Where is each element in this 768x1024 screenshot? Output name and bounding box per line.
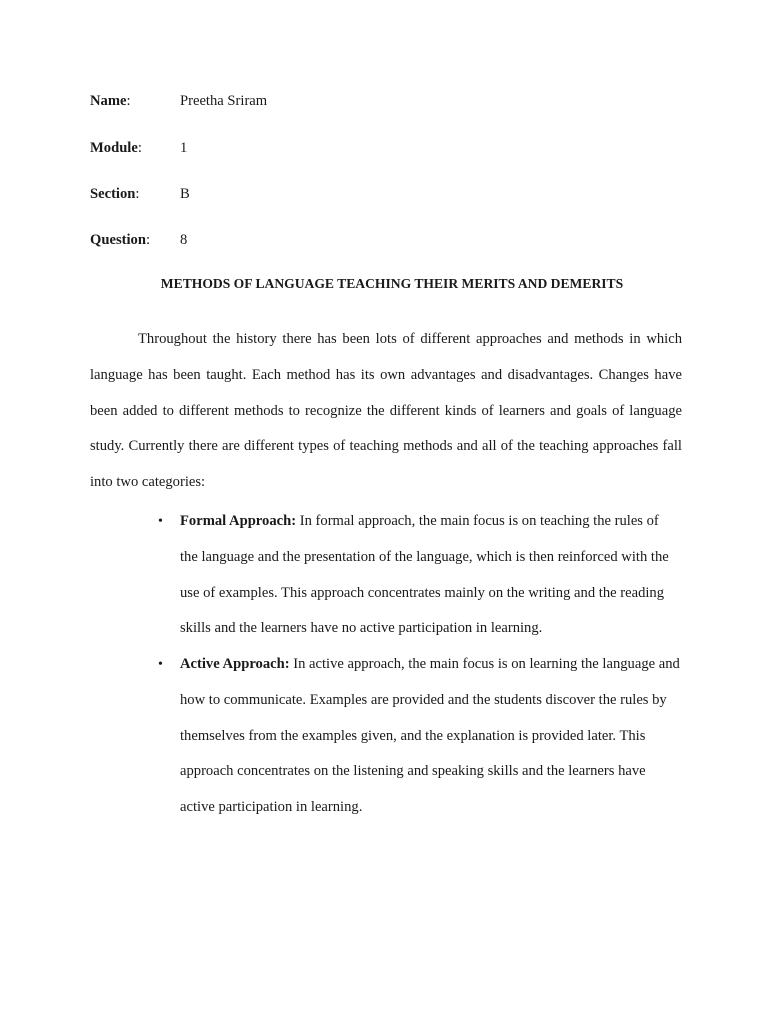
question-label: Question: (90, 232, 151, 248)
formal-approach-term: Formal Approach: (180, 513, 300, 529)
bullet-icon: • (158, 657, 163, 672)
formal-approach-text: In formal approach, the main focus is on teaching the rules of the language and the presentation of the language, which is then reinforced with the use of examples. This approach concentrates mainly on the writing and the reading skills and the learners have no active participation in learning. (180, 513, 669, 637)
list-item-active-approach (158, 647, 680, 826)
active-approach-text: In active approach, the main focus is on learning the language and how to communicate. Examples are provided and the students discover the rules by themselves from the examples given, and the explanation is provided later. This approach concentrates on the listening and speaking skills and the learners have active participation in learning. (180, 656, 680, 816)
document-title: METHODS OF LANGUAGE TEACHING THEIR MERITS AND DEMERITS (160, 276, 624, 291)
name-value: Preetha Sriram (180, 93, 268, 109)
bullet-icon: • (158, 514, 163, 529)
list-item-formal-approach (158, 504, 680, 647)
intro-paragraph: Throughout the history there has been lots of different approaches and methods in which language has been taught. Each method has its own advantages and disadvantages. Changes have been added to different methods to recognize the different kinds of learners and goals of language study. Currently there are different types of teaching methods and all of the teaching approaches fall into two categories: (90, 331, 682, 491)
section-label: Section: (90, 186, 140, 202)
question-value: 8 (180, 232, 188, 248)
name-label: Name: (90, 93, 131, 109)
module-value: 1 (180, 140, 188, 156)
section-value: B (180, 186, 190, 202)
active-approach-term: Active Approach: (180, 656, 294, 672)
module-label: Module: (90, 140, 142, 156)
